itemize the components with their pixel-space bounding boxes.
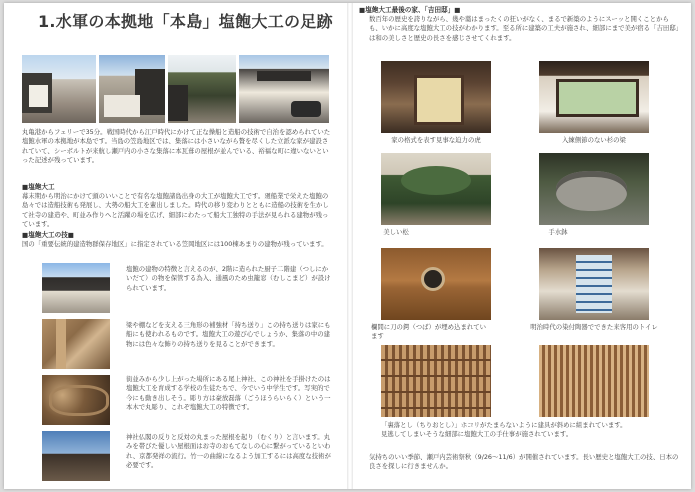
photo-water-basin (539, 153, 649, 225)
brochure-spread (4, 3, 691, 489)
item-text-3: 街並みから少し上がった場所にある尾上神社、この神社を手掛けたのは塩飽大工を育成する学校の生徒たちで、今でいう中学生です。写実的で今にも動き出しそう。彫り方は豪放磊落（ごうほうらいらく）という一本木で丸彫り、これぞ塩飽大工の特徴です。 (126, 375, 331, 412)
section-heading-techniques: ■塩飽大工の技■ (22, 231, 75, 239)
photo-porcelain-toilet (539, 248, 649, 320)
caption-sword-guard: 欄間に刀の鍔（つば）が埋め込まれています (371, 323, 487, 341)
caption-entrance: 家の格式を表す見事な迫力の虎 (391, 136, 481, 144)
photo-street-2 (99, 55, 165, 123)
page-title: 1.水軍の本拠地「本島」塩飽大工の足跡 (38, 12, 333, 31)
photo-zushi-nikai (42, 263, 110, 313)
item-text-1: 塩飽の建物の特徴と言えるのが、2階に造られた厨子二階建（つしにかいだて）の物を保管する為入、通風のため虫籠窓（むしこまど）が設けられています。 (126, 265, 331, 292)
photo-lattice-2 (539, 345, 649, 417)
photo-entrance (381, 61, 491, 133)
item-text-2: 梁や棚などを支える三角形の補強材「持ち送り」この持ち送りは家にも船にも使われるものです。塩飽大工の遊び心でしょうか、集落の中の建物には色々な飾りの持ち送りを見ることができます。 (126, 321, 331, 348)
photo-sword-guard (381, 248, 491, 320)
caption-cedar-beam: 入練側節のない杉の梁 (562, 136, 626, 144)
photo-lattice-1 (381, 345, 491, 417)
item-text-4: 神社仏閣の反りと反対の丸まった屋根を起り（むくり）と言います。丸みを帯びた優しい屋根面はお寺のおもてなしの心に繋がっているといわれ、京都発祥の流行。竹一の曲線になるよう加工するには高度な技術が必要です。 (126, 433, 331, 470)
section-heading-yoshida-house: ■塩飽大工最後の家、「吉田邸」■ (359, 6, 461, 14)
footer-text: 気持ちのいい季節、瀬戸内芸術祭秋（9/26～11/6）が開催されています。長い歴史と塩飽大工の技、日本の良さを探しに行きませんか。 (369, 453, 679, 471)
photo-mukuri-roof (42, 431, 110, 481)
caption-lattice: 「裏落とし（ちりおとし）」ホコリがたまらないように建具が斜めに組まれています。 見逃してしまいそうな細部に塩飽大工の手仕事が施されています。 (381, 421, 627, 439)
photo-street-1 (22, 55, 96, 123)
section-text-yoshida-house: 数百年の歴史を誇りながら、幾や藁はまったくの狂いがなく、まるで新築のようにスーッと開くことからも、いかに高度な塩飽大工の技がわかります。至る所に建築の工夫が施され、細部にまで美が宿る「吉田邸」は和の美しさと歴史の長さを感じさせてくれます。 (369, 15, 679, 42)
photo-bracket (42, 319, 110, 369)
section-text-techniques: 国の「重要伝統的建造物群保存地区」に指定されている笠岡地区には100棟あまりの建物が残っています。 (22, 240, 328, 248)
photo-pine-garden (381, 153, 491, 225)
right-page (353, 3, 691, 489)
section-heading-shiaku-carpenters: ■塩飽大工 (22, 183, 55, 191)
caption-water-basin: 手水鉢 (548, 228, 568, 236)
photo-cedar-beam (539, 61, 649, 133)
caption-pine-garden: 美しい松 (383, 228, 409, 236)
photo-shrine-carving (42, 375, 110, 425)
section-text-shiaku-carpenters: 幕末期から明治にかけて頭のいいことで有名な塩飽諸島出身の大工が塩飽大工です。廻船業で栄えた塩飽の島々では造船技術も発展し、大勢の船大工を輩出しました。時代の移り変わりとともに造船の技術を生かして社寺の建造や、町並み作りへと活躍の場を広げ、細部にわたって船大工独特の手法が見られる建物が残っています。 (22, 192, 329, 229)
photo-street-3 (168, 55, 236, 123)
intro-paragraph: 丸亀港からフェリーで35分。戦国時代から江戸時代にかけて正な操船と造船の技術で自治を認められていた塩飽水軍の本拠地が本島です。当島の笠島地区では、集落には小さいながら贅を尽くした立派な家が建設されていて、シーボルトが来航し瀬戸内の小さな集落に本瓦葺の屋根が並んでいる、裕福な町に違いないといった記述が残っています。 (22, 128, 331, 165)
caption-porcelain-toilet: 明治時代の染付陶器でできた来客用のトイレ (530, 323, 658, 331)
photo-house (239, 55, 329, 123)
left-page (4, 3, 347, 489)
